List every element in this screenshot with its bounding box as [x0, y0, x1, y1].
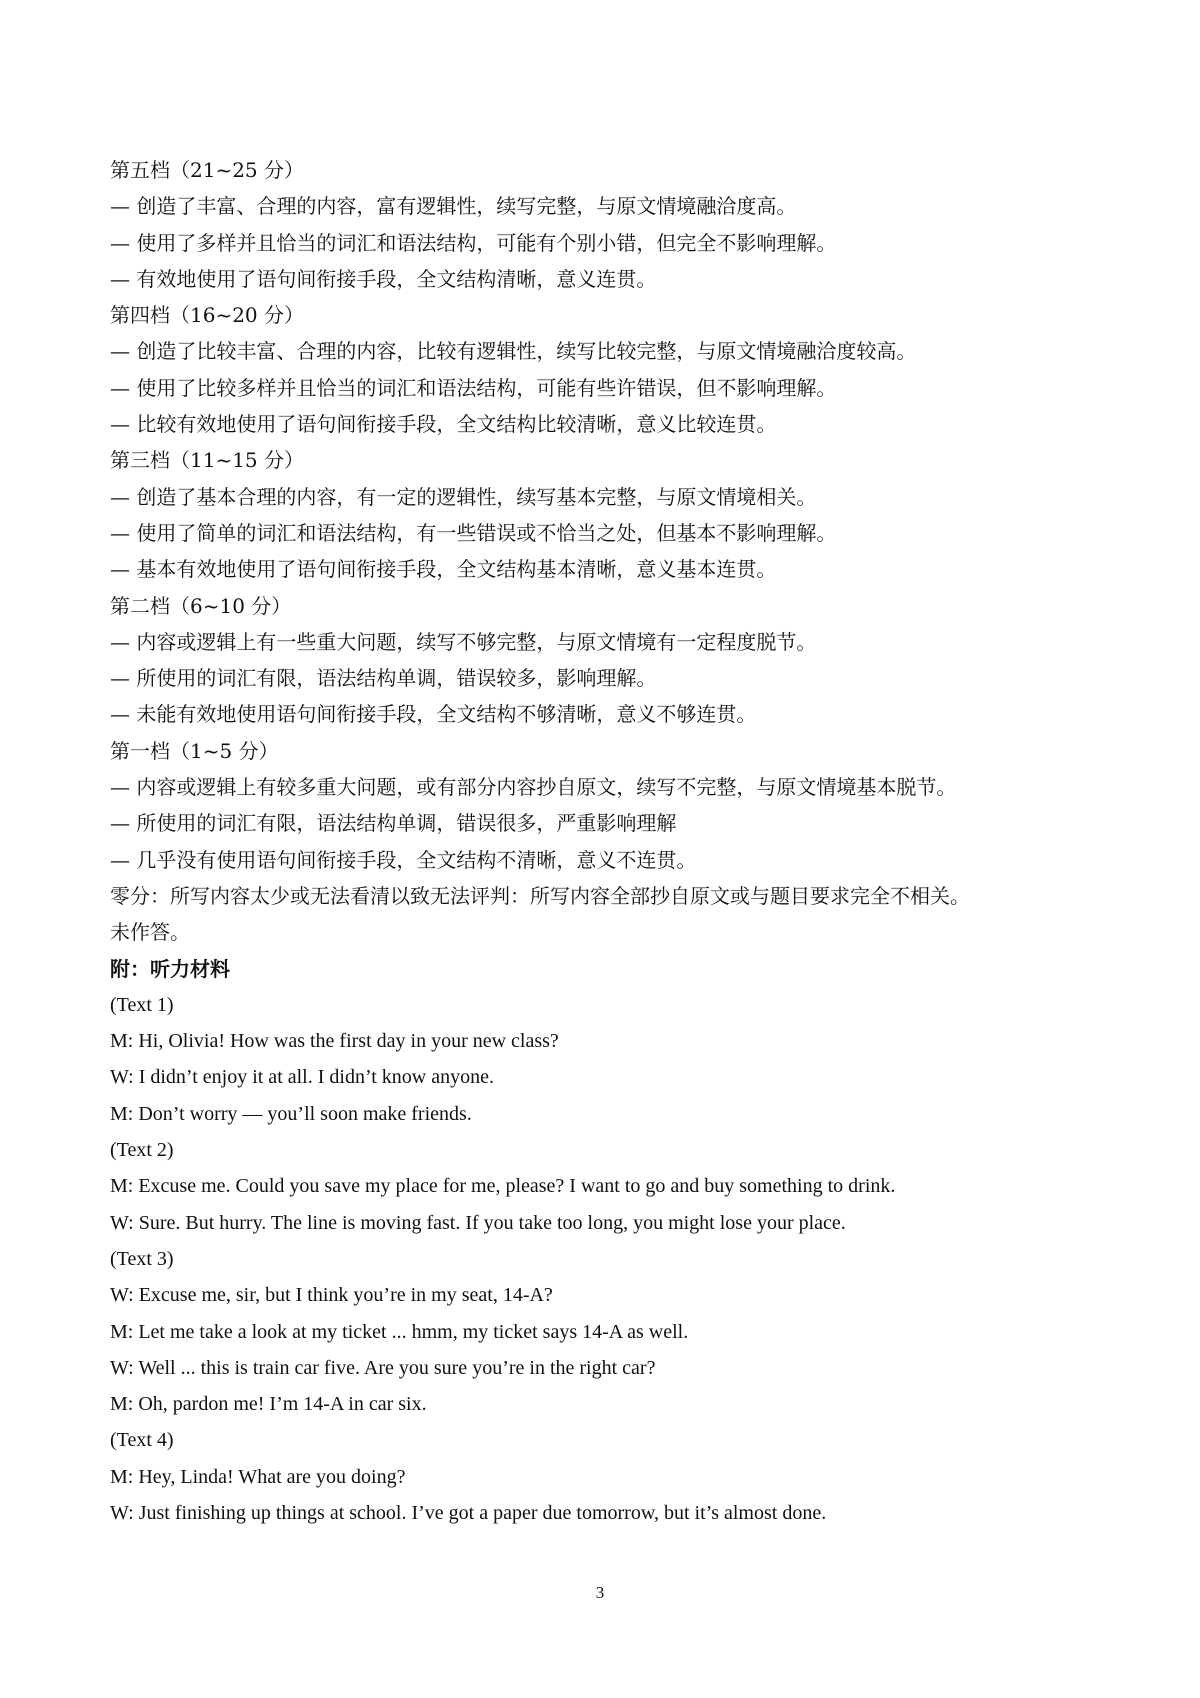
text-line: M: Hi, Olivia! How was the first day in your new class?: [110, 1030, 559, 1053]
text-line: 第二档（6~10 分）: [110, 593, 292, 618]
text-line: — 使用了比较多样并且恰当的词汇和语法结构，可能有些许错误，但不影响理解。: [110, 375, 837, 400]
text-line: 第五档（21~25 分）: [110, 158, 305, 182]
text-line: — 使用了多样并且恰当的词汇和语法结构，可能有个别小错，但完全不影响理解。: [110, 230, 837, 255]
text-line: 零分：所写内容太少或无法看清以致无法评判：所写内容全部抄自原文或与题目要求完全不相关。: [110, 883, 970, 908]
text-line: 第一档（1~5 分）: [110, 738, 279, 763]
text-line: W: Excuse me, sir, but I think you’re in my seat, 14-A?: [110, 1284, 553, 1307]
text-line: — 创造了丰富、合理的内容，富有逻辑性，续写完整，与原文情境融洽度高。: [110, 194, 797, 219]
text-line: — 内容或逻辑上有较多重大问题，或有部分内容抄自原文，续写不完整，与原文情境基本脱节。: [110, 775, 957, 800]
text-line: (Text 1): [110, 993, 174, 1016]
text-line: — 使用了简单的词汇和语法结构，有一些错误或不恰当之处，但基本不影响理解。: [110, 520, 837, 545]
text-line: — 有效地使用了语句间衔接手段，全文结构清晰，意义连贯。: [110, 266, 657, 291]
text-line: — 所使用的词汇有限，语法结构单调，错误很多，严重影响理解: [110, 811, 677, 836]
text-line: M: Excuse me. Could you save my place for me, please? I want to go and buy something to drink.: [110, 1175, 896, 1198]
text-line: — 基本有效地使用了语句间衔接手段，全文结构基本清晰，意义基本连贯。: [110, 557, 777, 582]
text-line: 未作答。: [110, 920, 190, 945]
text-line: 附：听力材料: [110, 956, 230, 981]
page-number: 3: [595, 1583, 605, 1602]
text-line: — 所使用的词汇有限，语法结构单调，错误较多，影响理解。: [110, 666, 657, 691]
text-line: W: I didn’t enjoy it at all. I didn’t know anyone.: [110, 1066, 495, 1089]
text-line: — 创造了基本合理的内容，有一定的逻辑性，续写基本完整，与原文情境相关。: [110, 484, 817, 509]
text-line: — 内容或逻辑上有一些重大问题，续写不够完整，与原文情境有一定程度脱节。: [110, 629, 817, 654]
text-line: (Text 3): [110, 1247, 174, 1270]
text-line: M: Let me take a look at my ticket ... hmm, my ticket says 14-A as well.: [110, 1320, 689, 1343]
text-line: — 几乎没有使用语句间衔接手段，全文结构不清晰，意义不连贯。: [110, 847, 697, 872]
text-line: 第四档（16~20 分）: [110, 303, 305, 328]
text-line: 第三档（11~15 分）: [110, 448, 305, 473]
text-line: W: Sure. But hurry. The line is moving fast. If you take too long, you might lose your place.: [110, 1211, 846, 1234]
document-body: [110, 152, 1110, 1531]
text-line: (Text 4): [110, 1429, 174, 1452]
text-line: — 比较有效地使用了语句间衔接手段，全文结构比较清晰，意义比较连贯。: [110, 412, 777, 437]
text-line: (Text 2): [110, 1139, 174, 1162]
text-line: M: Don’t worry — you’ll soon make friends.: [110, 1102, 472, 1125]
text-line: M: Oh, pardon me! I’m 14-A in car six.: [110, 1393, 427, 1416]
text-line: — 未能有效地使用语句间衔接手段，全文结构不够清晰，意义不够连贯。: [110, 702, 757, 727]
text-line: — 创造了比较丰富、合理的内容，比较有逻辑性，续写比较完整，与原文情境融洽度较高。: [110, 339, 917, 364]
text-line: W: Just finishing up things at school. I’ve got a paper due tomorrow, but it’s almost done.: [110, 1501, 827, 1524]
text-line: W: Well ... this is train car five. Are you sure you’re in the right car?: [110, 1356, 656, 1379]
text-line: M: Hey, Linda! What are you doing?: [110, 1465, 406, 1488]
